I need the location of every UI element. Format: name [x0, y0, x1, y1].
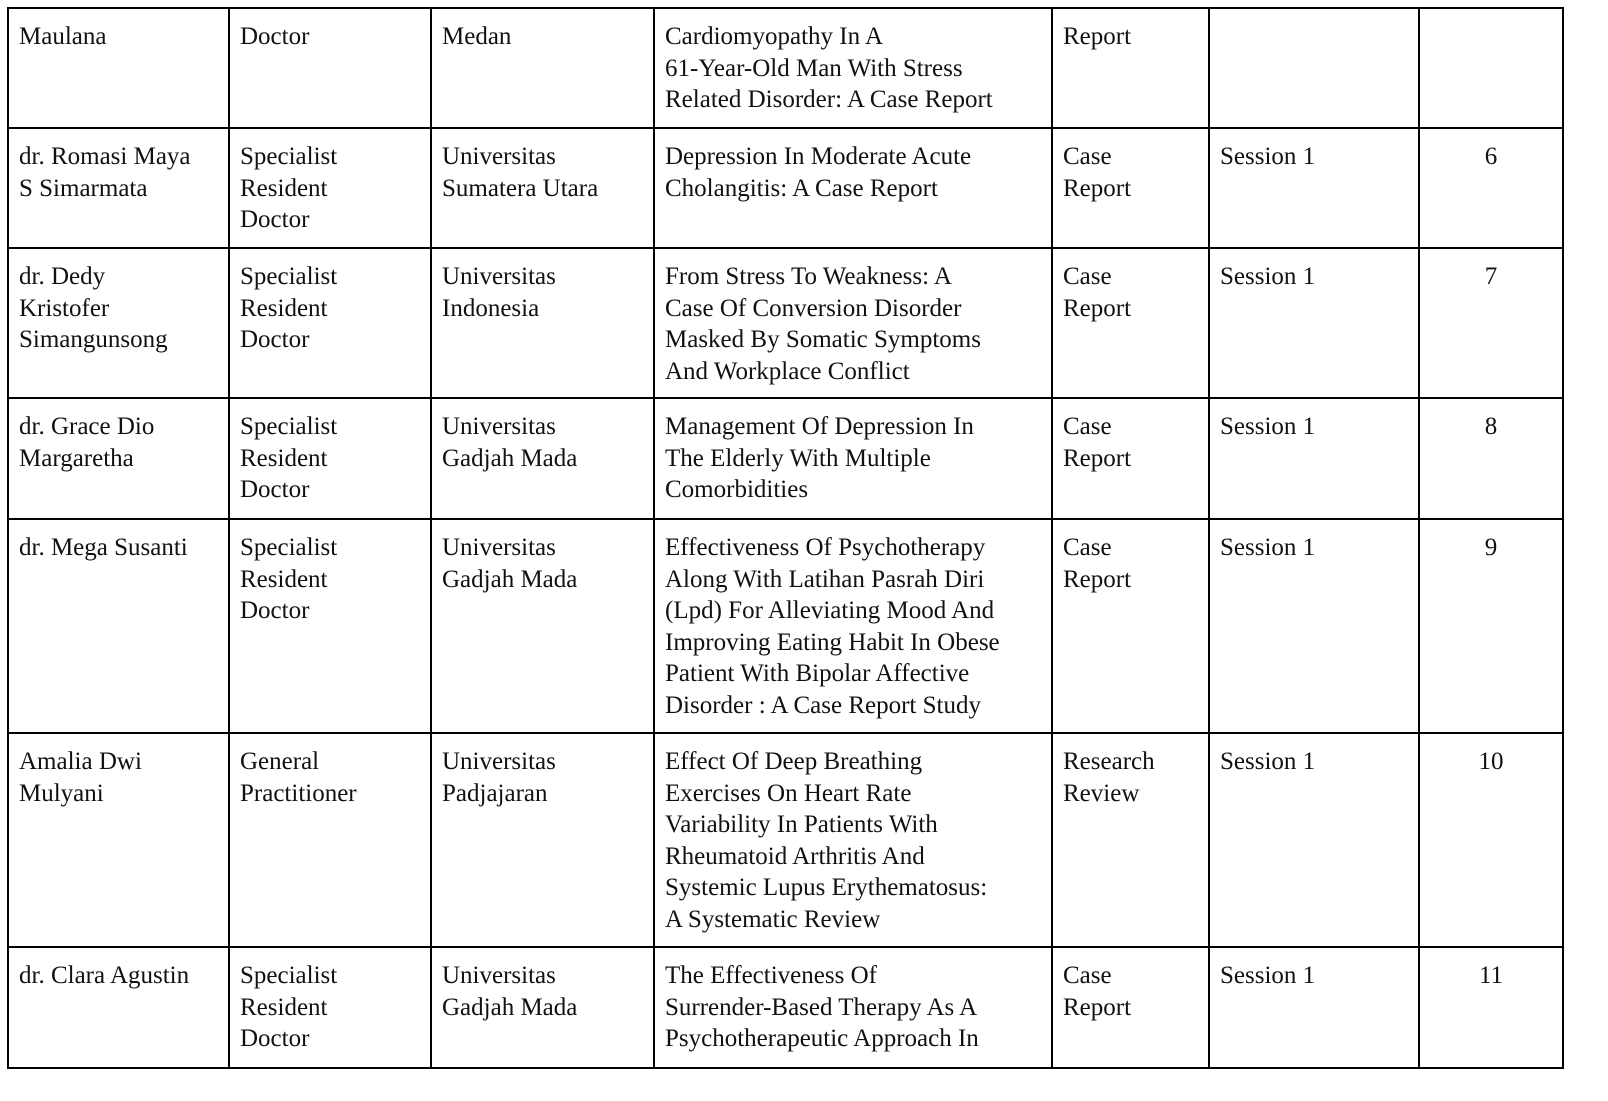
cell-text: [1220, 261, 1408, 293]
cell-line: Case Of Conversion Disorder: [665, 294, 962, 322]
cell-text: [665, 960, 1041, 1055]
cell-line: 6: [1484, 143, 1498, 170]
cell-line: Cardiomyopathy In A: [665, 23, 884, 50]
cell-line: Surrender-Based Therapy As A: [665, 993, 978, 1021]
cell-text: [1430, 960, 1552, 992]
paper-type-cell: [1052, 733, 1209, 947]
table-row: [8, 519, 1563, 733]
cell-line: Margaretha: [19, 444, 134, 472]
cell-line: Universitas: [442, 748, 556, 775]
institution-cell: [431, 128, 654, 248]
table-row: [8, 398, 1563, 519]
cell-line: Doctor: [240, 1025, 310, 1052]
cell-line: Disorder : A Case Report Study: [665, 691, 981, 719]
cell-line: Case: [1063, 413, 1112, 440]
paper-type-cell: [1052, 519, 1209, 733]
position-cell: [229, 8, 431, 128]
cell-line: General: [240, 748, 320, 775]
cell-line: Doctor: [240, 597, 310, 624]
table-row: [8, 733, 1563, 947]
cell-text: [1063, 411, 1198, 474]
presenter-name-cell: [8, 733, 229, 947]
cell-line: The Effectiveness Of: [665, 962, 877, 989]
cell-line: Report: [1063, 565, 1132, 593]
cell-line: Patient With Bipolar Affective: [665, 660, 970, 687]
paper-type-cell: [1052, 947, 1209, 1068]
cell-line: Sumatera Utara: [442, 174, 599, 202]
presenter-table: [7, 7, 1564, 1069]
position-cell: [229, 248, 431, 398]
institution-cell: [431, 947, 654, 1068]
cell-line: Resident: [240, 993, 328, 1021]
cell-text: [1220, 960, 1408, 992]
cell-line: dr. Mega Susanti: [19, 534, 188, 561]
institution-cell: [431, 733, 654, 947]
cell-text: [665, 141, 1041, 204]
cell-line: 61-Year-Old Man With Stress: [665, 54, 963, 82]
cell-line: Amalia Dwi: [19, 748, 142, 775]
cell-line: Session 1: [1220, 413, 1316, 440]
cell-line: Case: [1063, 962, 1112, 989]
cell-line: dr. Dedy: [19, 263, 106, 290]
cell-line: Comorbidities: [665, 476, 809, 503]
cell-text: [442, 960, 643, 1023]
number-cell: [1419, 248, 1563, 398]
number-cell: [1419, 519, 1563, 733]
cell-line: 9: [1484, 534, 1498, 561]
cell-line: Report: [1063, 444, 1132, 472]
session-cell: [1209, 733, 1419, 947]
institution-cell: [431, 519, 654, 733]
cell-text: [1063, 141, 1198, 204]
presenter-name-cell: [8, 519, 229, 733]
cell-text: [240, 960, 420, 1055]
cell-text: [1063, 532, 1198, 595]
cell-line: Universitas: [442, 263, 556, 290]
cell-line: Rheumatoid Arthritis And: [665, 842, 925, 870]
presenter-name-cell: [8, 128, 229, 248]
cell-line: Psychotherapeutic Approach In: [665, 1025, 979, 1052]
cell-line: 11: [1478, 962, 1504, 989]
cell-text: [19, 21, 218, 53]
cell-line: And Workplace Conflict: [665, 357, 910, 385]
institution-cell: [431, 8, 654, 128]
cell-line: Universitas: [442, 962, 556, 989]
presenter-name-cell: [8, 8, 229, 128]
position-cell: [229, 947, 431, 1068]
paper-type-cell: [1052, 8, 1209, 128]
cell-line: Session 1: [1220, 263, 1316, 290]
session-cell: [1209, 947, 1419, 1068]
cell-line: Effect Of Deep Breathing: [665, 748, 923, 775]
cell-text: [1220, 746, 1408, 778]
cell-line: Session 1: [1220, 534, 1316, 561]
session-cell: [1209, 519, 1419, 733]
cell-text: [442, 532, 643, 595]
cell-line: Report: [1063, 993, 1132, 1021]
cell-line: Indonesia: [442, 294, 540, 322]
cell-line: Resident: [240, 444, 328, 472]
paper-type-cell: [1052, 398, 1209, 519]
cell-line: Doctor: [240, 23, 310, 50]
cell-line: dr. Grace Dio: [19, 413, 155, 440]
cell-line: Medan: [442, 23, 512, 50]
cell-line: Specialist: [240, 413, 338, 440]
cell-line: dr. Clara Agustin: [19, 962, 190, 989]
paper-title-cell: [654, 947, 1052, 1068]
cell-text: [240, 411, 420, 506]
cell-line: Resident: [240, 294, 328, 322]
cell-line: Research: [1063, 748, 1155, 775]
cell-line: Session 1: [1220, 748, 1316, 775]
cell-line: Specialist: [240, 263, 338, 290]
cell-line: Practitioner: [240, 779, 357, 807]
institution-cell: [431, 398, 654, 519]
cell-text: [665, 532, 1041, 721]
cell-text: [1430, 141, 1552, 173]
session-cell: [1209, 398, 1419, 519]
cell-line: Case: [1063, 263, 1112, 290]
cell-text: [442, 21, 643, 53]
position-cell: [229, 128, 431, 248]
cell-text: [240, 21, 420, 53]
number-cell: [1419, 8, 1563, 128]
cell-line: Doctor: [240, 326, 310, 353]
cell-line: Session 1: [1220, 962, 1316, 989]
cell-line: Mulyani: [19, 779, 104, 807]
session-cell: [1209, 8, 1419, 128]
cell-line: Review: [1063, 779, 1140, 807]
cell-text: [19, 532, 218, 564]
number-cell: [1419, 128, 1563, 248]
cell-line: Effectiveness Of Psychotherapy: [665, 534, 986, 561]
cell-text: [442, 141, 643, 204]
cell-line: The Elderly With Multiple: [665, 444, 931, 472]
institution-cell: [431, 248, 654, 398]
cell-text: [1063, 21, 1198, 53]
cell-text: [19, 746, 218, 809]
cell-text: [442, 411, 643, 474]
cell-line: Universitas: [442, 534, 556, 561]
presenter-name-cell: [8, 248, 229, 398]
cell-line: Improving Eating Habit In Obese: [665, 628, 1000, 656]
cell-line: Report: [1063, 294, 1132, 322]
cell-line: Along With Latihan Pasrah Diri: [665, 565, 985, 593]
cell-line: Padjajaran: [442, 779, 548, 807]
table-row: [8, 248, 1563, 398]
cell-line: Universitas: [442, 413, 556, 440]
paper-title-cell: [654, 398, 1052, 519]
cell-text: [665, 261, 1041, 387]
cell-line: Simangunsong: [19, 326, 168, 353]
cell-text: [19, 141, 218, 204]
cell-text: [240, 532, 420, 627]
session-cell: [1209, 248, 1419, 398]
cell-line: Gadjah Mada: [442, 565, 578, 593]
number-cell: [1419, 947, 1563, 1068]
cell-line: Universitas: [442, 143, 556, 170]
number-cell: [1419, 398, 1563, 519]
table-row: [8, 8, 1563, 128]
session-cell: [1209, 128, 1419, 248]
cell-line: dr. Romasi Maya: [19, 143, 191, 170]
cell-line: Gadjah Mada: [442, 993, 578, 1021]
cell-line: Report: [1063, 23, 1132, 50]
cell-line: S Simarmata: [19, 174, 148, 202]
cell-text: [240, 141, 420, 236]
paper-type-cell: [1052, 248, 1209, 398]
cell-line: From Stress To Weakness: A: [665, 263, 952, 290]
cell-text: [240, 746, 420, 809]
cell-line: Resident: [240, 174, 328, 202]
cell-text: [1063, 960, 1198, 1023]
cell-text: [240, 261, 420, 356]
cell-text: [665, 411, 1041, 506]
presenter-name-cell: [8, 947, 229, 1068]
position-cell: [229, 733, 431, 947]
cell-line: Masked By Somatic Symptoms: [665, 326, 981, 353]
cell-text: [19, 411, 218, 474]
paper-title-cell: [654, 248, 1052, 398]
cell-line: Doctor: [240, 206, 310, 233]
cell-line: Report: [1063, 174, 1132, 202]
cell-text: [1220, 532, 1408, 564]
cell-line: Cholangitis: A Case Report: [665, 174, 938, 202]
cell-line: Case: [1063, 143, 1112, 170]
paper-title-cell: [654, 733, 1052, 947]
paper-type-cell: [1052, 128, 1209, 248]
cell-line: Doctor: [240, 476, 310, 503]
cell-line: Systemic Lupus Erythematosus:: [665, 874, 988, 901]
cell-text: [1430, 532, 1552, 564]
cell-line: Variability In Patients With: [665, 811, 938, 838]
cell-line: Exercises On Heart Rate: [665, 779, 912, 807]
cell-text: [442, 261, 643, 324]
cell-text: [665, 746, 1041, 935]
paper-title-cell: [654, 8, 1052, 128]
cell-line: Specialist: [240, 962, 338, 989]
cell-line: 8: [1484, 413, 1498, 440]
cell-line: 10: [1478, 748, 1504, 775]
paper-title-cell: [654, 128, 1052, 248]
cell-text: [19, 960, 218, 992]
paper-title-cell: [654, 519, 1052, 733]
presenter-name-cell: [8, 398, 229, 519]
number-cell: [1419, 733, 1563, 947]
cell-text: [19, 261, 218, 356]
cell-line: Session 1: [1220, 143, 1316, 170]
cell-text: [442, 746, 643, 809]
position-cell: [229, 519, 431, 733]
cell-line: Management Of Depression In: [665, 413, 974, 440]
cell-line: Maulana: [19, 23, 107, 50]
table-body: [8, 8, 1563, 1068]
cell-line: 7: [1484, 263, 1498, 290]
position-cell: [229, 398, 431, 519]
table-row: [8, 128, 1563, 248]
cell-line: Resident: [240, 565, 328, 593]
table-row: [8, 947, 1563, 1068]
cell-text: [1430, 746, 1552, 778]
cell-line: Kristofer: [19, 294, 110, 322]
cell-line: (Lpd) For Alleviating Mood And: [665, 597, 995, 624]
cell-text: [1220, 411, 1408, 443]
cell-text: [1063, 261, 1198, 324]
cell-text: [1220, 141, 1408, 173]
cell-line: Specialist: [240, 534, 338, 561]
cell-text: [1430, 261, 1552, 293]
cell-line: Case: [1063, 534, 1112, 561]
cell-line: Specialist: [240, 143, 338, 170]
cell-line: Gadjah Mada: [442, 444, 578, 472]
cell-line: A Systematic Review: [665, 905, 881, 933]
cell-text: [665, 21, 1041, 116]
cell-line: Related Disorder: A Case Report: [665, 86, 993, 113]
cell-text: [1063, 746, 1198, 809]
cell-line: Depression In Moderate Acute: [665, 143, 972, 170]
cell-text: [1430, 411, 1552, 443]
